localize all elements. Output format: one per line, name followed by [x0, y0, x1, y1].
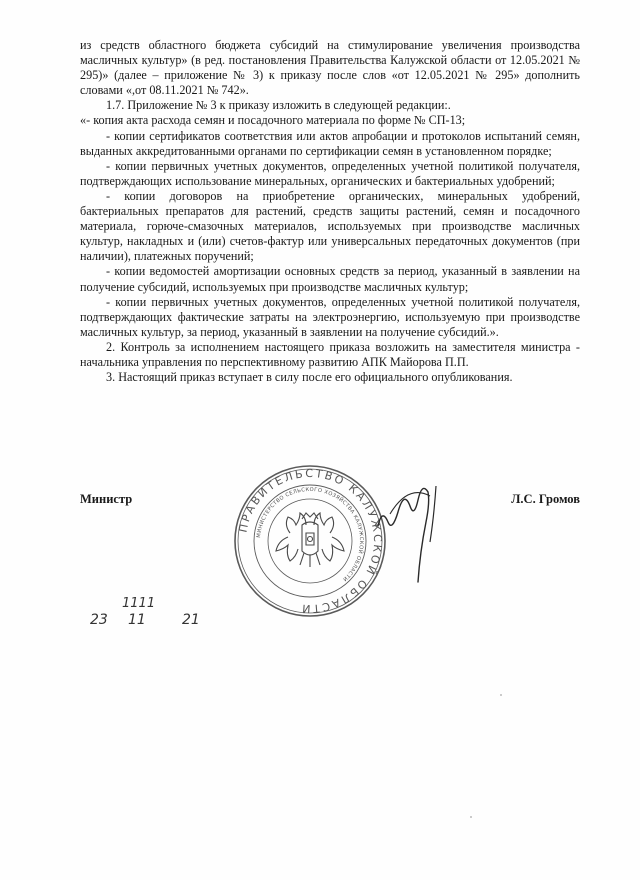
signature-block	[80, 492, 580, 512]
handnote-year: 21	[182, 612, 200, 628]
eagle-emblem-icon	[276, 513, 344, 567]
paragraph-list-item-5: - копии ведомостей амортизации основных средств за период, указанный в заявлении на получение субсидий, используемых при производстве масличных культур;	[80, 264, 580, 294]
paragraph-list-item-6: - копии первичных учетных документов, определенных учетной политикой получателя, подтверждающих фактические затраты на электроэнергию, используемую при производстве масличных культур, за период, указанный в заявлении на получение субсидий.».	[80, 294, 580, 339]
scan-speck	[470, 816, 472, 818]
handwritten-signature	[370, 466, 490, 606]
signer-name: Л.С. Громов	[511, 492, 580, 506]
paragraph-list-item-4: - копии договоров на приобретение органических, минеральных удобрений, бактериальных препаратов для растений, средств защиты растений, семян и посадочного материала, горюче-смазочных материалов, используемых при производстве масличных культур, накладных и (или) счетов-фактур или универсальных передаточных документов (при наличии), платежных поручений;	[80, 188, 580, 264]
paragraph-item-1-7: 1.7. Приложение № 3 к приказу изложить в следующей редакции:.	[106, 98, 451, 113]
paragraph-intro: из средств областного бюджета субсидий на стимулирование увеличения производства масличных культур» (в ред. постановления Правительства Калужской области от 12.05.2021 № 295)» (далее – приложение № 3) к приказу после слов «от 12.05.2021 № 295» дополнить словами «,от 08.11.2021 № 742».	[80, 38, 580, 98]
handnote-number: 1111	[122, 596, 156, 611]
document-body	[80, 38, 580, 385]
signer-position: Министр	[80, 492, 133, 506]
handnote-day: 23	[90, 612, 108, 628]
paragraph-list-item-3: - копии первичных учетных документов, определенных учетной политикой получателя, подтверждающих использование минеральных, органических и бактериальных удобрений;	[80, 158, 580, 188]
handnote-month: 11	[128, 612, 146, 628]
paragraph-item-3: 3. Настоящий приказ вступает в силу после его официального опубликования.	[106, 370, 513, 385]
svg-text:МИНИСТЕРСТВО СЕЛЬСКОГО ХОЗЯЙСТ: МИНИСТЕРСТВО СЕЛЬСКОГО ХОЗЯЙСТВА КАЛУЖСКОЙ ОБЛАСТИ	[256, 486, 365, 583]
handwritten-registration-note	[84, 596, 214, 636]
svg-text:ПРАВИТЕЛЬСТВО КАЛУЖСКОЙ ОБЛАСТ: ПРАВИТЕЛЬСТВО КАЛУЖСКОЙ ОБЛАСТИ	[236, 466, 385, 616]
scan-speck	[500, 694, 502, 696]
paragraph-list-item-2: - копии сертификатов соответствия или актов апробации и протоколов испытаний семян, выданных аккредитованными органами по сертификации семян в установленном порядке;	[80, 128, 580, 158]
paragraph-list-item-1: «- копия акта расхода семян и посадочного материала по форме № СП-13;	[80, 113, 466, 128]
official-seal-stamp	[232, 463, 388, 619]
paragraph-item-2: 2. Контроль за исполнением настоящего приказа возложить на заместителя министра - начальника управления по перспективному развитию АПК Майорова П.П.	[80, 339, 580, 369]
